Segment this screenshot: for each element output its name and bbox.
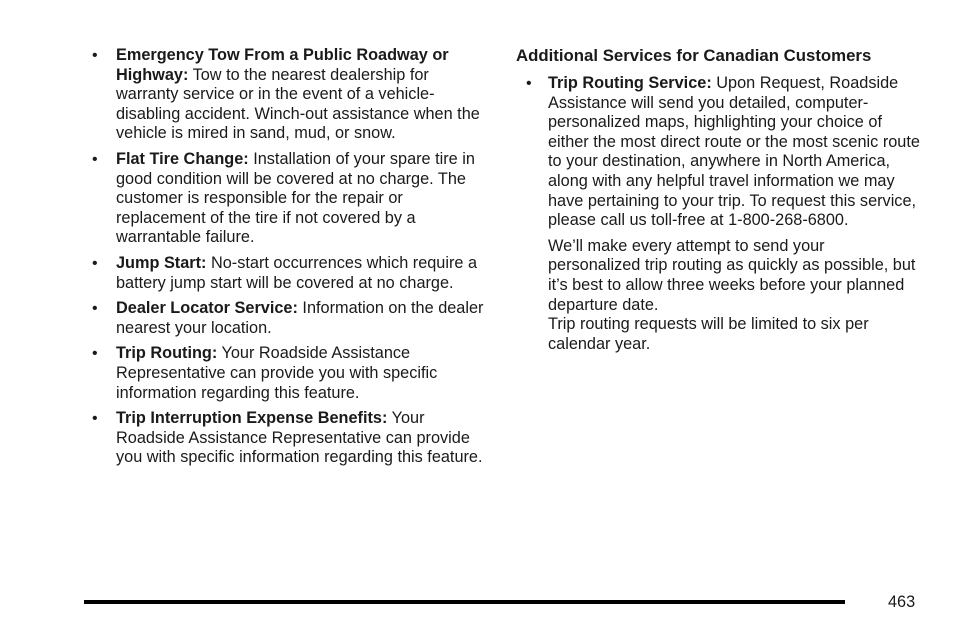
- item-text: Your Roadside Assistance Representative can provide you with specific information regarding this feature.: [116, 409, 483, 467]
- list-item: [92, 409, 487, 468]
- list-item: [92, 299, 487, 338]
- list-item: [516, 74, 921, 354]
- item-term: Trip Interruption Expense Benefits:: [116, 409, 388, 428]
- footer-rule: [84, 600, 845, 604]
- bullet-icon: •: [92, 345, 98, 363]
- bullet-icon: •: [92, 300, 98, 318]
- list-item: [92, 46, 487, 144]
- left-column: [92, 46, 487, 474]
- bullet-icon: •: [92, 254, 98, 272]
- item-term: Trip Routing Service:: [548, 74, 712, 92]
- service-list: [92, 46, 487, 468]
- bullet-icon: •: [92, 47, 98, 64]
- item-term: Dealer Locator Service:: [116, 299, 298, 318]
- item-paragraph: Trip routing requests will be limited to six per calendar year.: [548, 315, 869, 353]
- list-item: [92, 150, 487, 248]
- page-number: 463: [888, 593, 916, 611]
- bullet-icon: •: [526, 75, 532, 92]
- item-text: Your Roadside Assistance Representative can provide you with specific information regarding this feature.: [116, 344, 438, 402]
- canadian-services-list: [516, 74, 921, 354]
- section-heading: Additional Services for Canadian Customers: [516, 46, 872, 65]
- item-text: No-start occurrences which require a battery jump start will be covered at no charge.: [116, 253, 478, 292]
- item-term: Emergency Tow From a Public Roadway or Highway:: [116, 46, 449, 84]
- item-text: Upon Request, Roadside Assistance will send you detailed, computer-personalized maps, highlighting your choice of either the most direct route or the most scenic route to your destination, anywhere in North America, along with any helpful travel information we may have pertaining to your trip. To request this service, please call us toll-free at 1-800-268-6800.: [548, 74, 920, 230]
- item-term: Flat Tire Change:: [116, 149, 249, 168]
- item-text: Installation of your spare tire in good condition will be covered at no charge. The customer is responsible for the repair or replacement of the tire if not covered by a warrantable failure.: [116, 149, 475, 247]
- bullet-icon: •: [92, 150, 98, 168]
- list-item: [92, 344, 487, 403]
- item-paragraph: We’ll make every attempt to send your personalized trip routing as quickly as possible, but it’s best to allow three weeks before your planned departure date.: [548, 236, 916, 314]
- list-item: [92, 254, 487, 293]
- item-text: Tow to the nearest dealership for warranty service or in the event of a vehicle-disabling accident. Winch-out assistance when the vehicle is mired in sand, mud, or snow.: [116, 65, 480, 143]
- item-term: Jump Start:: [116, 253, 207, 272]
- bullet-icon: •: [92, 410, 98, 428]
- item-text: Information on the dealer nearest your location.: [116, 299, 484, 337]
- right-column: [516, 46, 921, 354]
- item-term: Trip Routing:: [116, 344, 218, 363]
